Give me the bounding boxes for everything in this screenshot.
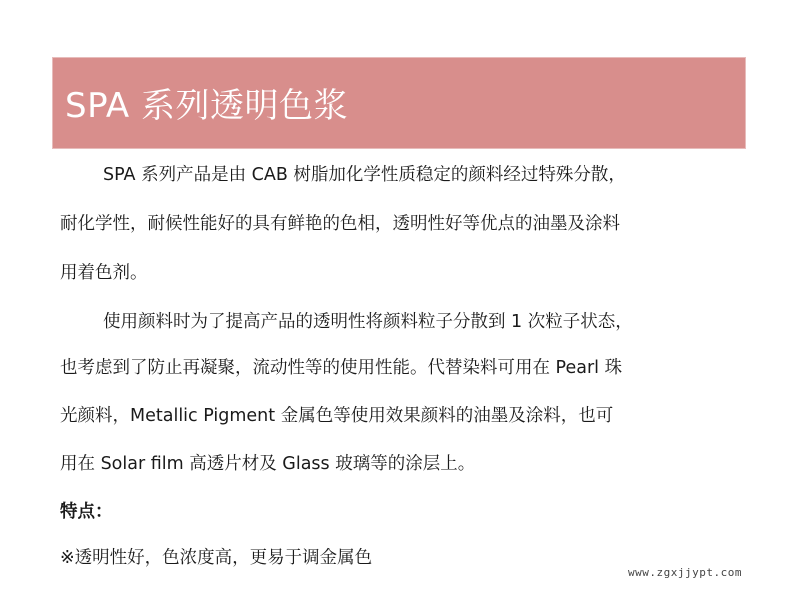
title-banner	[52, 57, 746, 149]
paragraph-1-line-3: 用着色剂。	[60, 263, 148, 283]
features-heading: 特点：	[60, 502, 113, 522]
paragraph-2-line-2: 也考虑到了防止再凝聚，流动性等的使用性能。代替染料可用在 Pearl 珠	[60, 358, 623, 378]
paragraph-2-line-1: 使用颜料时为了提高产品的透明性将颜料粒子分散到 1 次粒子状态，	[103, 312, 633, 332]
paragraph-2-line-4: 用在 Solar film 高透片材及 Glass 玻璃等的涂层上。	[60, 454, 476, 474]
paragraph-1-line-2: 耐化学性，耐候性能好的具有鲜艳的色相，透明性好等优点的油墨及涂料	[60, 214, 620, 234]
page-title: SPA 系列透明色浆	[65, 86, 348, 126]
paragraph-2-line-3: 光颜料，Metallic Pigment 金属色等使用效果颜料的油墨及涂料，也可	[60, 406, 614, 426]
watermark-url: www.zgxjjypt.com	[628, 566, 742, 579]
feature-item-1: ※透明性好，色浓度高，更易于调金属色	[60, 548, 373, 568]
paragraph-1-line-1: SPA 系列产品是由 CAB 树脂加化学性质稳定的颜料经过特殊分散，	[103, 165, 626, 185]
